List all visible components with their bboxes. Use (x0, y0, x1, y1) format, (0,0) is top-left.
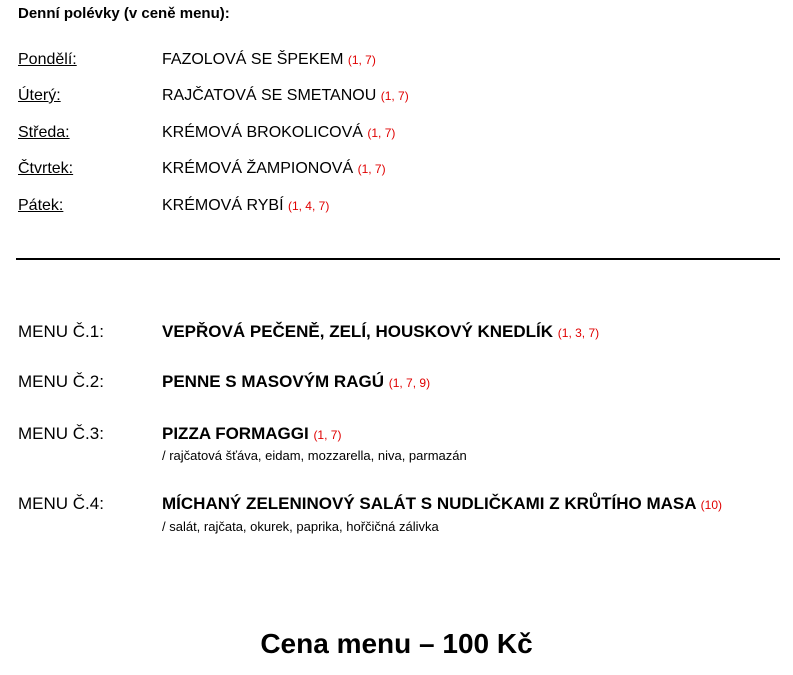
soup-name: KRÉMOVÁ ŽAMPIONOVÁ (162, 160, 354, 177)
allergen-codes: (1, 7) (313, 428, 342, 442)
day-monday: Pondělí: (18, 51, 77, 68)
allergen-codes: (1, 7) (357, 162, 386, 176)
allergen-codes: (10) (700, 498, 722, 512)
dish-name: VEPŘOVÁ PEČENĚ, ZELÍ, HOUSKOVÝ KNEDLÍK (162, 322, 554, 341)
soup-thursday (162, 160, 386, 178)
menu-3-dish (162, 424, 341, 444)
allergen-codes: (1, 7) (380, 89, 409, 103)
soup-tuesday (162, 87, 409, 105)
day-tuesday: Úterý: (18, 87, 61, 104)
dish-name: PIZZA FORMAGGI (162, 424, 309, 443)
menu-2-dish (162, 372, 430, 392)
menu-3-label: MENU Č.3: (18, 424, 104, 443)
day-wednesday: Středa: (18, 124, 70, 141)
menu-1-label: MENU Č.1: (18, 322, 104, 341)
section-divider (16, 258, 780, 260)
menu-1-dish (162, 322, 599, 342)
dish-name: PENNE S MASOVÝM RAGÚ (162, 372, 384, 391)
allergen-codes: (1, 7, 9) (388, 376, 431, 390)
dish-name: MÍCHANÝ ZELENINOVÝ SALÁT S NUDLIČKAMI Z KRŮTÍHO MASA (162, 494, 696, 513)
menu-price: Cena menu – 100 Kč (260, 628, 533, 659)
soup-name: KRÉMOVÁ RYBÍ (162, 197, 284, 214)
menu-2-label: MENU Č.2: (18, 372, 104, 391)
soups-heading: Denní polévky (v ceně menu): (18, 5, 230, 22)
allergen-codes: (1, 4, 7) (287, 199, 330, 213)
day-friday: Pátek: (18, 197, 64, 214)
menu-4-ingredients: / salát, rajčata, okurek, paprika, hořčičná zálivka (162, 519, 439, 534)
menu-4-label: MENU Č.4: (18, 494, 104, 513)
soup-name: KRÉMOVÁ BROKOLICOVÁ (162, 124, 363, 141)
soup-friday (162, 197, 329, 215)
soup-wednesday (162, 124, 395, 142)
day-thursday: Čtvrtek: (18, 160, 74, 177)
allergen-codes: (1, 7) (367, 126, 396, 140)
allergen-codes: (1, 7) (347, 53, 376, 67)
menu-4-dish (162, 494, 722, 514)
soup-name: RAJČATOVÁ SE SMETANOU (162, 87, 377, 104)
soup-name: FAZOLOVÁ SE ŠPEKEM (162, 51, 344, 68)
allergen-codes: (1, 3, 7) (557, 326, 600, 340)
soup-monday (162, 51, 376, 69)
menu-3-ingredients: / rajčatová šťáva, eidam, mozzarella, niva, parmazán (162, 448, 467, 463)
